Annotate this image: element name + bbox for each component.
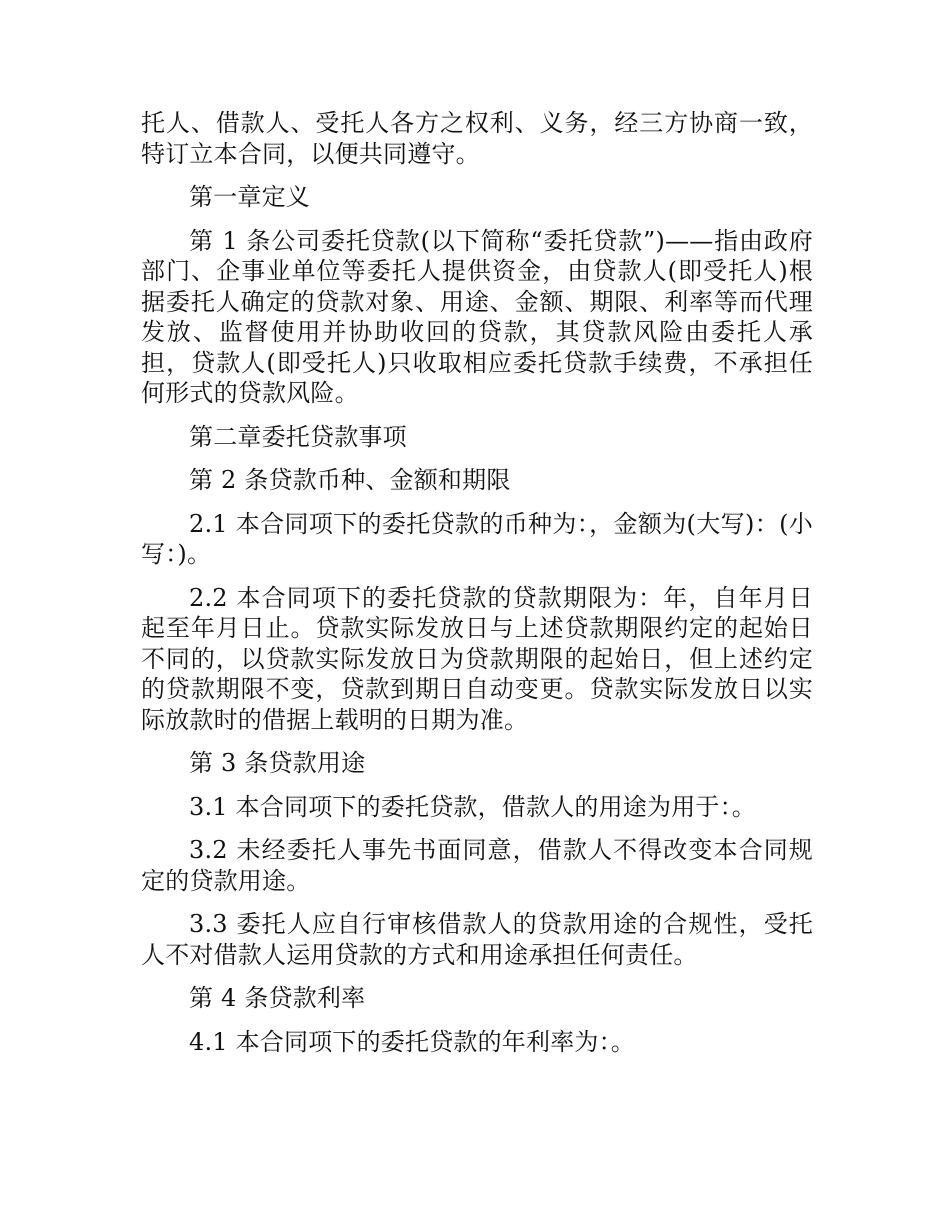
chapter-heading-loan-matters: 第二章委托贷款事项 (189, 422, 407, 451)
paragraph-continuation: 托人、借款人、受托人各方之权利、义务，经三方协商一致，特订立本合同，以便共同遵守。 (141, 109, 813, 168)
article-3-heading: 第 3 条贷款用途 (189, 749, 366, 777)
clause-3-1-paragraph: 3.1 本合同项下的委托贷款，借款人的用途为用于：。 (189, 792, 756, 821)
article-1-paragraph: 第 1 条公司委托贷款(以下简称“委托贷款”)——指由政府部门、企事业单位等委托人提供资金，由贷款人(即受托人)根据委托人确定的贷款对象、用途、金额、期限、利率等而代理发放、监督使用并协助收回的贷款，其贷款风险由委托人承担，贷款人(即受托人)只收取相应委托贷款手续费，不承担任何形式的贷款风险。 (141, 226, 813, 407)
article-2-heading: 第 2 条贷款币种、金额和期限 (189, 466, 511, 494)
article-4-heading: 第 4 条贷款利率 (189, 984, 366, 1012)
clause-2-1-paragraph: 2.1 本合同项下的委托贷款的币种为：，金额为(大写)：(小写：)。 (141, 509, 813, 568)
clause-4-1-paragraph: 4.1 本合同项下的委托贷款的年利率为：。 (189, 1027, 635, 1056)
document-page (141, 108, 813, 1070)
clause-3-3-paragraph: 3.3 委托人应自行审核借款人的贷款用途的合规性，受托人不对借款人运用贷款的方式和用途承担任何责任。 (141, 910, 813, 969)
clause-3-2-paragraph: 3.2 未经委托人事先书面同意，借款人不得改变本合同规定的贷款用途。 (141, 836, 813, 895)
clause-2-2-paragraph: 2.2 本合同项下的委托贷款的贷款期限为：年，自年月日起至年月日止。贷款实际发放日与上述贷款期限约定的起始日不同的，以贷款实际发放日为贷款期限的起始日，但上述约定的贷款期限不变，贷款到期日自动变更。贷款实际发放日以实际放款时的借据上载明的日期为准。 (141, 583, 813, 734)
chapter-heading-definitions: 第一章定义 (189, 183, 310, 211)
